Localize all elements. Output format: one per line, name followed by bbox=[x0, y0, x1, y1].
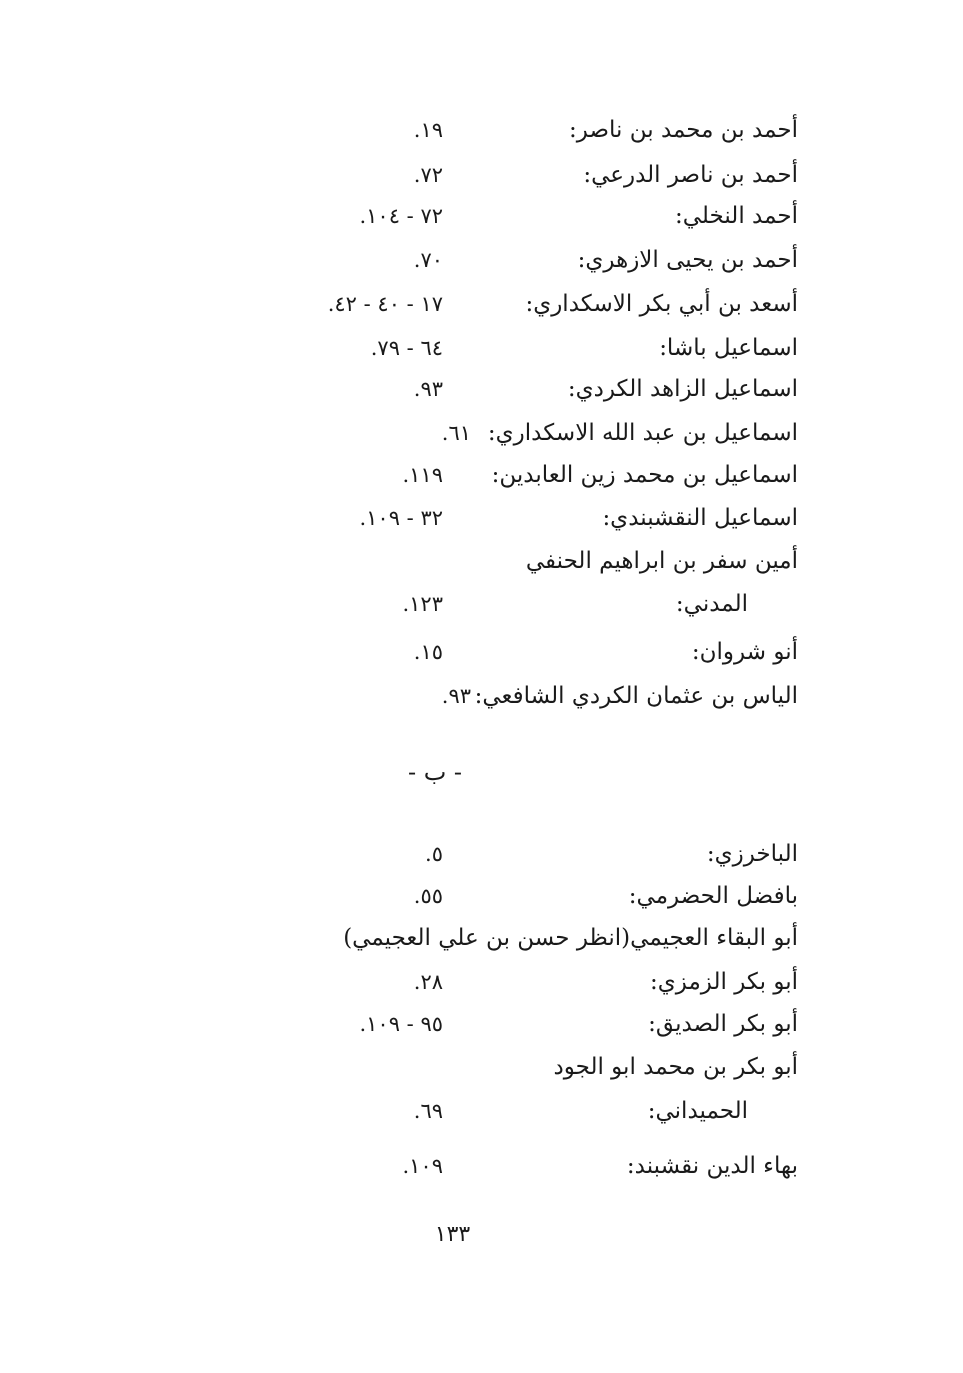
index-entry bbox=[0, 110, 963, 150]
index-entry bbox=[0, 632, 963, 672]
entry-pages: ٦٤ - ٧٩. bbox=[370, 336, 443, 360]
entry-pages: ٩٥ - ١٠٩. bbox=[359, 1012, 443, 1036]
entry-name: اسماعيل بن عبد الله الاسكداري: bbox=[487, 420, 798, 446]
entry-pages: ٧٠. bbox=[413, 248, 443, 272]
entry-name: الحميداني: bbox=[647, 1098, 748, 1124]
entry-pages: ١١٩. bbox=[402, 463, 443, 487]
entry-name: اسماعيل النقشبندي: bbox=[602, 505, 798, 531]
index-entry bbox=[0, 328, 963, 368]
index-entry bbox=[0, 369, 963, 409]
entry-name: أنو شروان: bbox=[691, 639, 798, 665]
entry-pages: ٢٨. bbox=[413, 970, 443, 994]
entry-name: بافضل الحضرمي: bbox=[628, 883, 798, 909]
entry-pages: ١٠٩. bbox=[402, 1154, 443, 1178]
entry-name: الباخرزي: bbox=[706, 841, 798, 867]
index-entry bbox=[0, 676, 963, 716]
entry-name: اسماعيل باشا: bbox=[659, 335, 798, 361]
index-entry bbox=[0, 962, 963, 1002]
entry-pages: ٧٢. bbox=[413, 163, 443, 187]
entry-name: الياس بن عثمان الكردي الشافعي: bbox=[474, 683, 798, 709]
entry-pages: ٣٢ - ١٠٩. bbox=[359, 506, 443, 530]
entry-pages: ٦١. bbox=[441, 421, 471, 445]
index-entry-continuation bbox=[0, 1091, 963, 1131]
entry-name: أحمد النخلي: bbox=[674, 203, 798, 229]
index-entry bbox=[0, 155, 963, 195]
entry-name: أحمد بن يحيى الازهري: bbox=[577, 247, 798, 273]
page-number: ١٣٣ bbox=[434, 1222, 471, 1247]
entry-name: أسعد بن أبي بكر الاسكداري: bbox=[525, 291, 798, 317]
entry-pages: ٥٥. bbox=[413, 884, 443, 908]
index-entry-continuation bbox=[0, 584, 963, 624]
index-entry bbox=[0, 1004, 963, 1044]
entry-pages: ٦٩. bbox=[413, 1099, 443, 1123]
entry-pages: ٩٣. bbox=[413, 377, 443, 401]
index-entry bbox=[0, 918, 963, 958]
entry-pages: ١٧ - ٤٠ - ٤٢. bbox=[327, 292, 443, 316]
index-entry bbox=[0, 196, 963, 236]
index-entry bbox=[0, 455, 963, 495]
entry-name: أحمد بن محمد بن ناصر: bbox=[569, 117, 798, 143]
index-entry bbox=[0, 1146, 963, 1186]
entry-pages: ٥. bbox=[425, 842, 443, 866]
entry-pages: ١٥. bbox=[413, 640, 443, 664]
index-entry bbox=[0, 240, 963, 280]
index-entry bbox=[0, 541, 963, 581]
entry-name: اسماعيل بن محمد زين العابدين: bbox=[491, 462, 798, 488]
entry-name: أبو بكر الزمزي: bbox=[650, 969, 798, 995]
section-heading-ba: - ب - bbox=[407, 758, 463, 786]
index-entry bbox=[0, 413, 963, 453]
entry-name: أبو بكر بن محمد ابو الجود bbox=[553, 1054, 798, 1080]
index-entry bbox=[0, 498, 963, 538]
entry-name: أبو بكر الصديق: bbox=[648, 1011, 798, 1037]
index-entry bbox=[0, 876, 963, 916]
entry-name: المدني: bbox=[675, 591, 748, 617]
entry-name: أمين سفر بن ابراهيم الحنفي bbox=[525, 548, 798, 574]
index-entry bbox=[0, 284, 963, 324]
index-entry bbox=[0, 1047, 963, 1087]
entry-name: أحمد بن ناصر الدرعي: bbox=[583, 162, 798, 188]
entry-pages: ٩٣. bbox=[441, 684, 471, 708]
entry-pages: ١٩. bbox=[413, 118, 443, 142]
entry-pages: ١٢٣. bbox=[402, 592, 443, 616]
entry-name: اسماعيل الزاهد الكردي: bbox=[567, 376, 798, 402]
index-entry bbox=[0, 834, 963, 874]
entry-pages: ٧٢ - ١٠٤. bbox=[359, 204, 443, 228]
entry-name: أبو البقاء العجيمي(انظر حسن بن علي العجيمي) bbox=[343, 925, 798, 951]
entry-name: بهاء الدين نقشبند: bbox=[626, 1153, 798, 1179]
